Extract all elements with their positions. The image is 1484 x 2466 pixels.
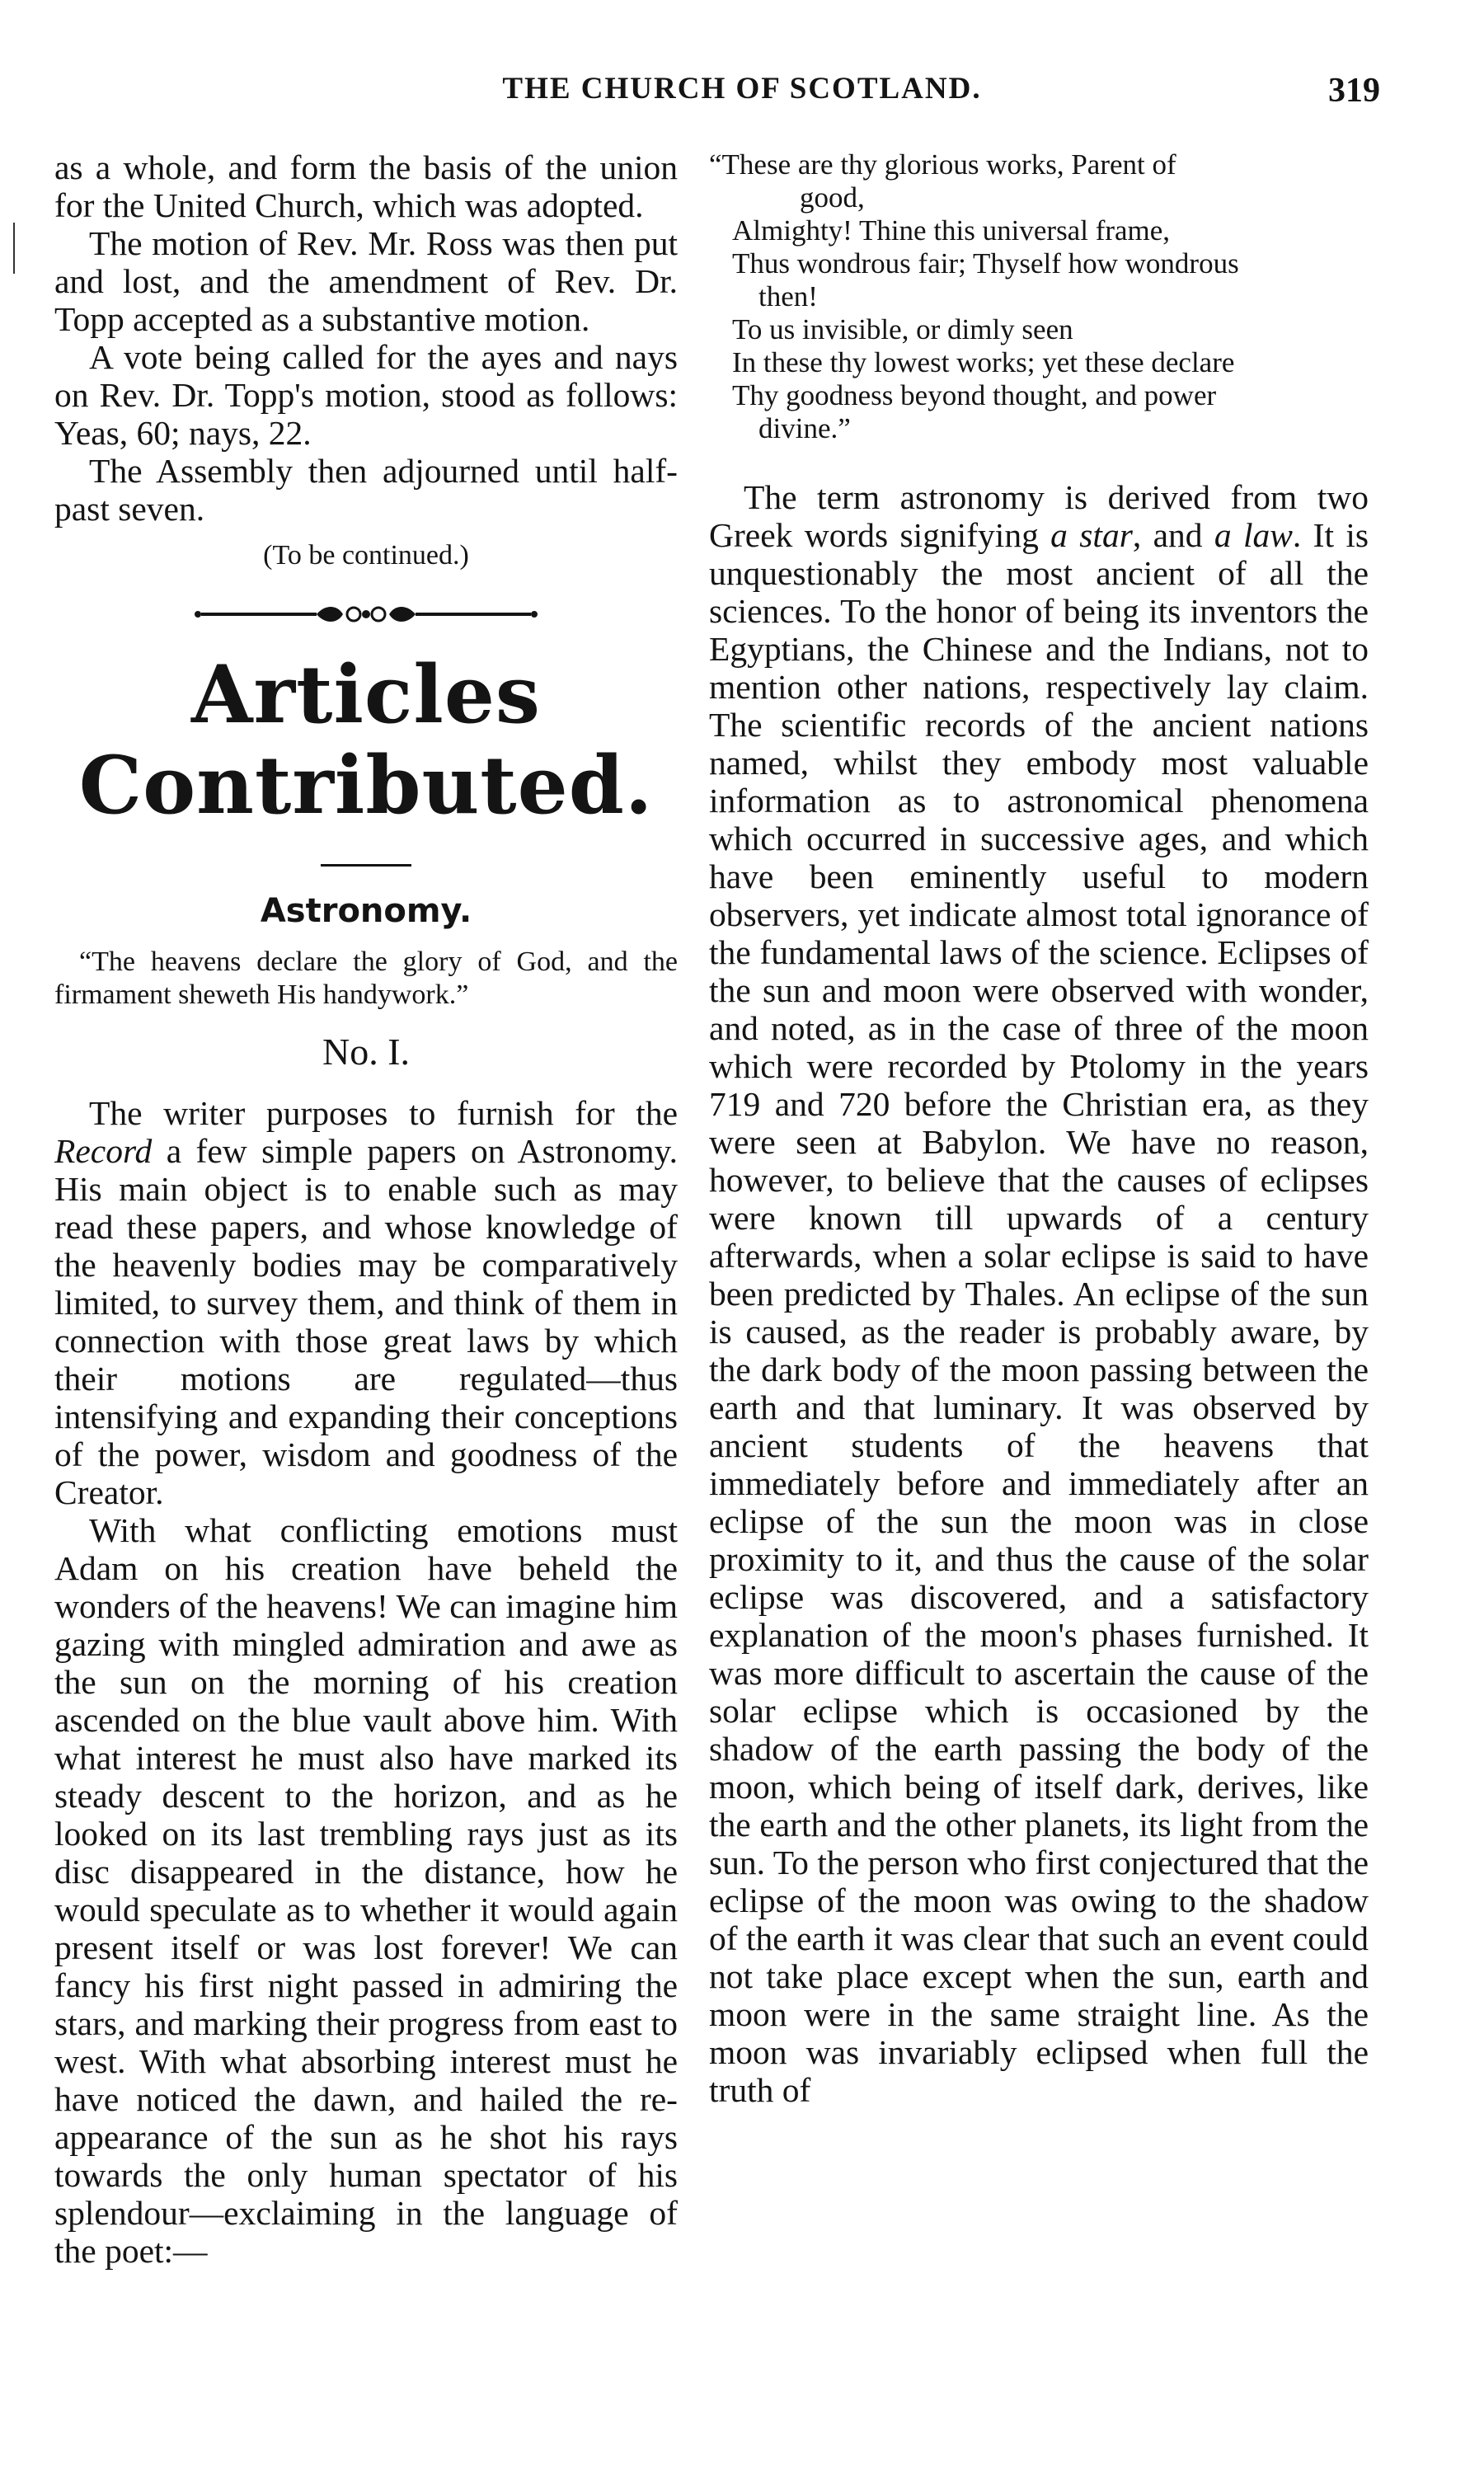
term-text-a: The term astronomy is derived from two Greek words signifying <box>709 478 1369 554</box>
poem-line: Thus wondrous fair; Thyself how wondrous <box>732 247 1239 279</box>
poem-quote <box>709 148 1369 445</box>
poem-line: “These are thy glorious works, Parent of <box>709 148 1176 181</box>
ornament-divider <box>193 602 539 627</box>
poem-line: Almighty! Thine this universal frame, <box>732 214 1171 247</box>
epigraph: “The heavens declare the glory of God, and the firmament sheweth His handywork.” <box>54 946 678 1010</box>
article-number: No. I. <box>322 1031 411 1073</box>
paragraph-vote: A vote being called for the ayes and nays on Rev. Dr. Topp's motion, stood as follows: Yeas, 60; nays, 22. <box>54 338 678 452</box>
paragraph-adjourn: The Assembly then adjourned until half-past seven. <box>54 452 678 528</box>
paragraph-intro <box>54 1094 678 1511</box>
left-column <box>54 148 678 2270</box>
article-title: Astronomy. <box>260 892 472 930</box>
paragraph-astronomy-term <box>709 478 1369 2109</box>
section-heading: Articles Contributed. <box>78 648 654 832</box>
paragraph-continuation: as a whole, and form the basis of the union for the United Church, which was adopted. <box>54 148 678 224</box>
to-be-continued: (To be continued.) <box>263 540 469 571</box>
intro-text-a: The writer purposes to furnish for the <box>89 1094 678 1132</box>
poem-line: then! <box>758 280 818 312</box>
running-header <box>0 71 1484 120</box>
poem-line: In these thy lowest works; yet these declare <box>732 346 1235 378</box>
paragraph-motion: The motion of Rev. Mr. Ross was then put and lost, and the amendment of Rev. Dr. Topp accepted as a substantive motion. <box>54 224 678 338</box>
poem-line: good, <box>800 181 865 214</box>
page-number: 319 <box>1328 72 1380 110</box>
heading-rule <box>321 864 411 867</box>
term-italic-law: a law <box>1214 516 1293 554</box>
poem-line: To us invisible, or dimly seen <box>732 313 1073 345</box>
term-text-c: . It is unquestionably the most ancient of all the sciences. To the honor of being its inventors the Egyptians, the Chinese and the Indians, not to mention other nations, respectively lay claim. The scientific records of the ancient nations named, whilst they embody most valuable information as to astronomical phenomena which occurred in successive ages, and which have been eminently useful to modern observers, yet indicate almost total ignorance of the fundamental laws of the science. Eclipses of the sun and moon were observed with wonder, and noted, as in the case of three of the moon which were recorded by Ptolomy in the years 719 and 720 before the Christian era, as they were seen at Babylon. We have no reason, however, to believe that the causes of eclipses were known till upwards of a century afterwards, when a solar eclipse is said to have been predicted by Thales. An eclipse of the sun is caused, as the reader is probably aware, by the dark body of the moon passing between the earth and that luminary. It was observed by ancient students of the heavens that immediately before and immediately after an eclipse of the sun the moon was in close proximity to it, and thus the cause of the solar eclipse was discovered, and a satisfactory explanation of the moon's phases furnished. It was more difficult to ascertain the cause of the solar eclipse which is occasioned by the shadow of the earth passing the body of the moon, which being of itself dark, derives, like the earth and the other planets, its light from the sun. To the person who first conjectured that the eclipse of the moon was owing to the shadow of the earth it was clear that such an event could not take place except when the sun, earth and moon were in the same straight line. As the moon was invariably eclipsed when full the truth of <box>709 516 1369 2109</box>
paragraph-adam: With what conflicting emotions must Adam on his creation have beheld the wonders of the heavens! We can imagine him gazing with mingled admiration and awe as the sun on the morning of his creation ascended on the blue vault above him. With what interest he must also have marked its steady descent to the horizon, and as he looked on its last trembling rays just as its disc disappeared in the distance, how he would speculate as to whether it would again present itself or was lost forever! We can fancy his first night passed in admiring the stars, and marking their progress from east to west. With what absorbing interest must he have noticed the dawn, and hailed the re-appearance of the sun as he shot his rays towards the only human spectator of his splendour—exclaiming in the language of the poet:— <box>54 1511 678 2270</box>
term-text-b: , and <box>1132 516 1214 554</box>
poem-line: divine.” <box>758 412 851 444</box>
intro-italic-record: Record <box>54 1132 153 1170</box>
margin-mark <box>13 223 15 274</box>
term-italic-star: a star <box>1050 516 1133 554</box>
poem-line: Thy goodness beyond thought, and power <box>732 379 1217 411</box>
right-column <box>709 148 1369 2109</box>
running-title: THE CHURCH OF SCOTLAND. <box>502 72 982 106</box>
intro-text-b: a few simple papers on Astronomy. His main object is to enable such as may read these papers, and whose knowledge of the heavenly bodies may be comparatively limited, to survey them, and think of them in connection with those great laws by which their motions are regulated—thus intensifying and expanding their conceptions of the power, wisdom and goodness of the Creator. <box>54 1132 678 1511</box>
